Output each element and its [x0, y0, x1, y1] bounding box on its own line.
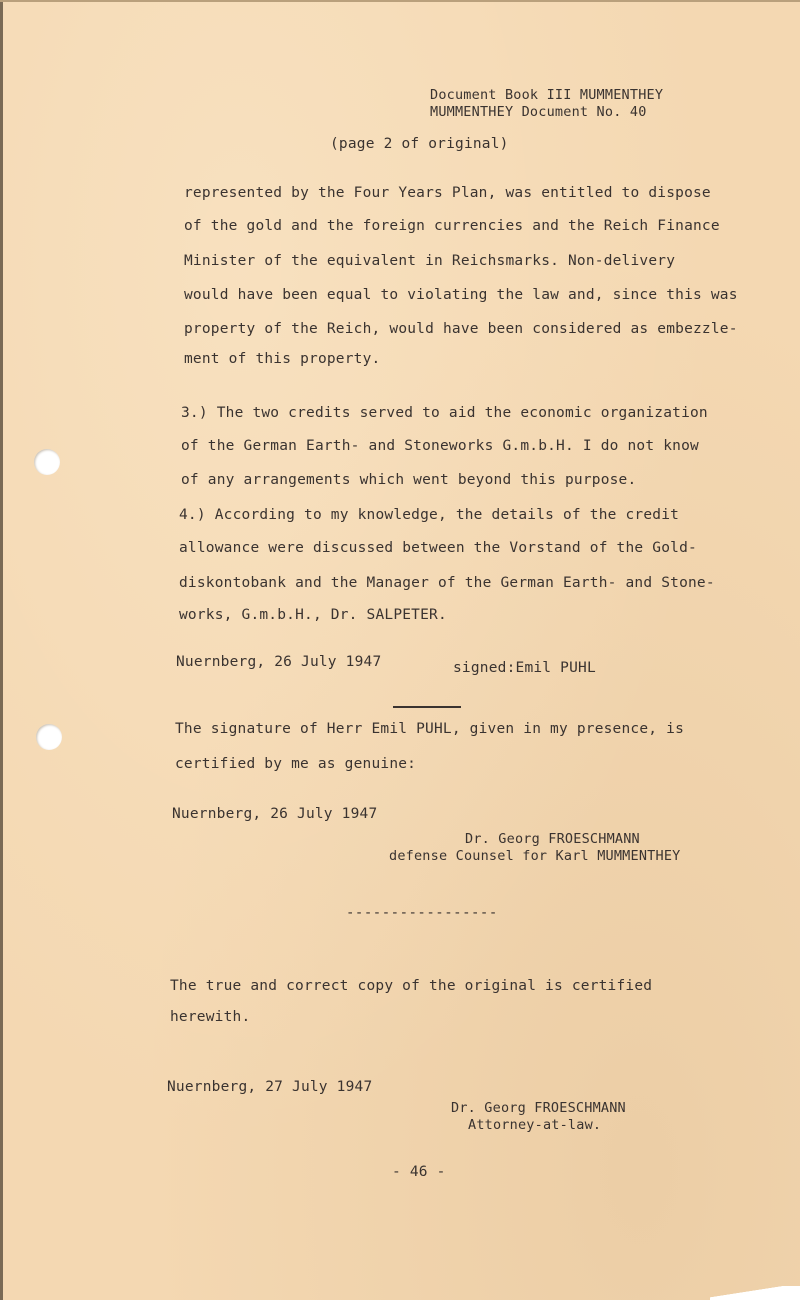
document-number: MUMMENTHEY Document No. 40 — [430, 104, 647, 120]
torn-corner — [710, 1286, 800, 1300]
signature-place-date: Nuernberg, 26 July 1947 — [176, 654, 382, 670]
body-line-4: would have been equal to violating the law and, since this was — [184, 287, 738, 303]
point-3-line-1: 3.) The two credits served to aid the economic organization — [181, 405, 708, 421]
point-3-line-2: of the German Earth- and Stoneworks G.m.b.H. I do not know — [181, 438, 699, 454]
attorney-name: Dr. Georg FROESCHMANN — [451, 1100, 626, 1116]
divider-line — [393, 706, 461, 708]
certifier-role: defense Counsel for Karl MUMMENTHEY — [389, 848, 681, 864]
body-line-2: of the gold and the foreign currencies and the Reich Finance — [184, 218, 720, 234]
point-4-line-3: diskontobank and the Manager of the German Earth- and Stone- — [179, 575, 715, 591]
point-4-line-4: works, G.m.b.H., Dr. SALPETER. — [179, 607, 447, 623]
certification-line-2: certified by me as genuine: — [175, 756, 417, 772]
body-line-3: Minister of the equivalent in Reichsmarks. Non-delivery — [184, 253, 676, 269]
separator-dashes: ----------------- — [346, 905, 498, 921]
attorney-role: Attorney-at-law. — [468, 1117, 602, 1133]
punch-hole-lower — [36, 724, 62, 750]
copy-place-date: Nuernberg, 27 July 1947 — [167, 1079, 373, 1095]
certification-place-date: Nuernberg, 26 July 1947 — [172, 806, 378, 822]
body-line-6: ment of this property. — [184, 351, 381, 367]
certifier-name: Dr. Georg FROESCHMANN — [465, 831, 640, 847]
punch-hole-upper — [34, 449, 60, 475]
body-line-1: represented by the Four Years Plan, was entitled to dispose — [184, 185, 711, 201]
signed-by: signed:Emil PUHL — [453, 660, 596, 676]
copy-certification-line-1: The true and correct copy of the original is certified — [170, 978, 653, 994]
document-book-title: Document Book III MUMMENTHEY — [430, 87, 664, 103]
certification-line-1: The signature of Herr Emil PUHL, given in my presence, is — [175, 721, 684, 737]
page-number: - 46 - — [392, 1164, 446, 1180]
page-of-original: (page 2 of original) — [330, 136, 509, 152]
point-3-line-3: of any arrangements which went beyond this purpose. — [181, 472, 637, 488]
body-line-5: property of the Reich, would have been considered as embezzle- — [184, 321, 738, 337]
point-4-line-1: 4.) According to my knowledge, the details of the credit — [179, 507, 680, 523]
point-4-line-2: allowance were discussed between the Vorstand of the Gold- — [179, 540, 697, 556]
copy-certification-line-2: herewith. — [170, 1009, 251, 1025]
